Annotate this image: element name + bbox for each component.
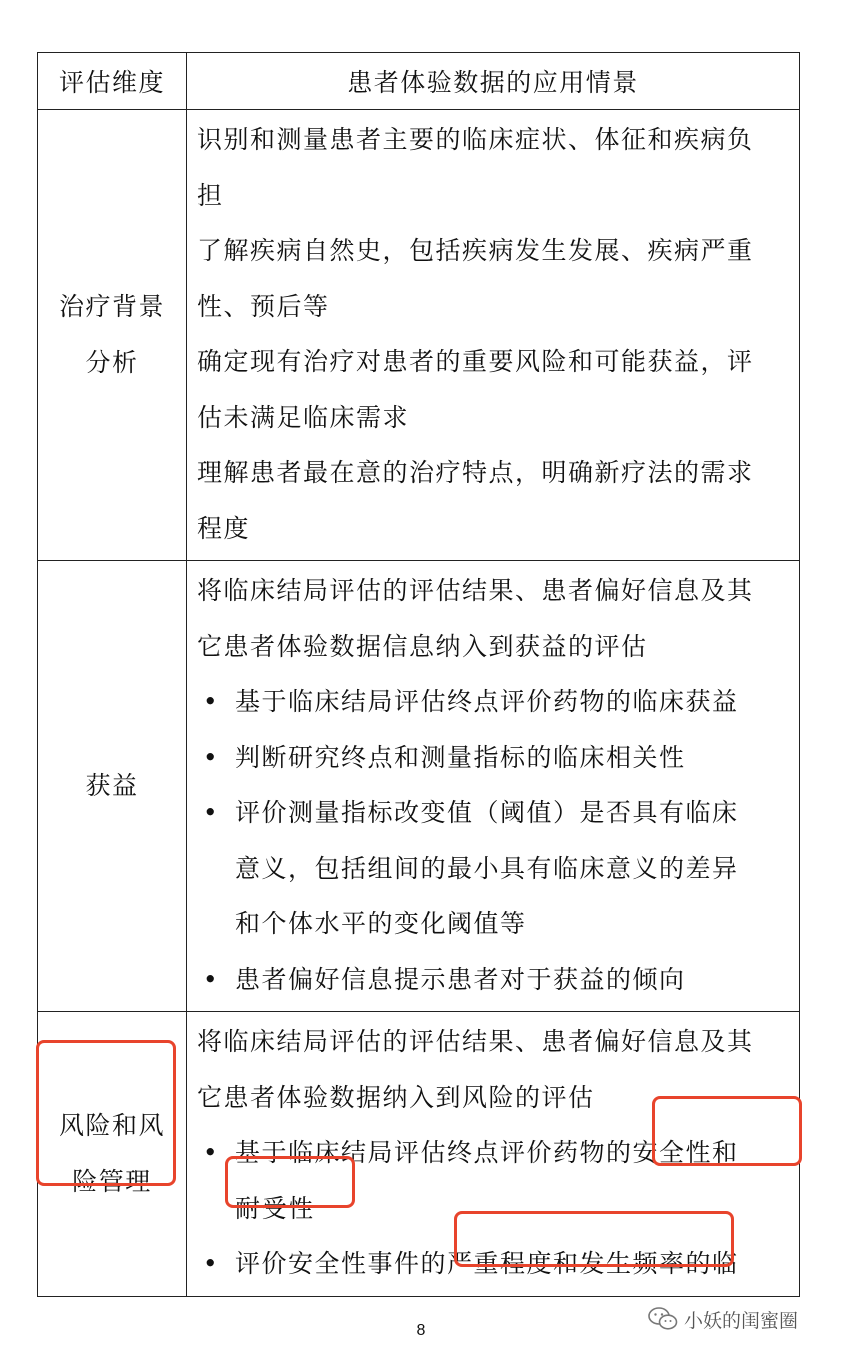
content-line: 程度: [197, 513, 251, 543]
header-scenario: 患者体验数据的应用情景: [187, 53, 800, 110]
bullet-continuation: 耐受性: [235, 1193, 315, 1223]
bullet-text: 评价测量指标改变值（阈值）是否具有临床: [235, 798, 739, 827]
bullet-dot: •: [202, 1138, 220, 1167]
dimension-line: 治疗背景: [58, 292, 165, 321]
table-row: [38, 110, 800, 561]
table-header-row: [38, 53, 800, 110]
bullet-item: [197, 952, 791, 1008]
bullet-text: 判断研究终点和测量指标的临床相关性: [235, 742, 686, 772]
page-number: 8: [416, 1322, 426, 1339]
bullet-dot: •: [202, 798, 220, 827]
content-line: 将临床结局评估的评估结果、患者偏好信息及其: [197, 1027, 754, 1056]
content-line: 识别和测量患者主要的临床症状、体征和疾病负: [197, 125, 754, 154]
dimension-line: 险管理: [72, 1166, 152, 1196]
bullet-continuation: 意义，包括组间的最小具有临床意义的差异: [235, 853, 739, 883]
bullet-text: 基于临床结局评估终点评价药物的安全性和: [235, 1138, 739, 1167]
scenario-cell: [187, 110, 800, 561]
dimension-line: 分析: [85, 348, 139, 377]
highlight-tolerability: [225, 1156, 355, 1208]
highlight-dimension-risk: [36, 1040, 176, 1186]
table-row: [38, 561, 800, 1012]
bullet-item: [197, 785, 791, 841]
bullet-continuation: 和个体水平的变化阈值等: [235, 909, 527, 938]
content-line: 估未满足临床需求: [197, 402, 410, 432]
dimension-cell: [38, 561, 187, 1012]
bullet-dot: •: [202, 1249, 220, 1278]
content-line: 将临床结局评估的评估结果、患者偏好信息及其: [197, 576, 754, 605]
dimension-line: 风险和风: [58, 1110, 165, 1140]
content-line: 它患者体验数据信息纳入到获益的评估: [197, 631, 648, 661]
content-line: 担: [197, 180, 224, 210]
watermark-text: 小妖的闺蜜圈: [684, 1309, 799, 1332]
content-line: 确定现有治疗对患者的重要风险和可能获益，评: [197, 347, 754, 376]
content-line: 了解疾病自然史，包括疾病发生发展、疾病严重: [197, 236, 754, 265]
bullet-dot: •: [202, 687, 220, 716]
content-line: 性、预后等: [197, 291, 330, 321]
scenario-cell: [187, 561, 800, 1012]
bullet-item: [197, 730, 791, 786]
bullet-dot: •: [202, 742, 220, 772]
highlight-safety: [652, 1096, 802, 1166]
content-line: 它患者体验数据纳入到风险的评估: [197, 1082, 595, 1112]
highlight-severity-frequency: [454, 1211, 734, 1267]
bullet-text: 评价安全性事件的严重程度和发生频率的临: [235, 1249, 739, 1278]
header-dimension: 评估维度: [38, 53, 187, 110]
bullet-text: 患者偏好信息提示患者对于获益的倾向: [235, 964, 686, 994]
watermark: [648, 1304, 798, 1334]
bullet-item: [197, 674, 791, 730]
content-line: 理解患者最在意的治疗特点，明确新疗法的需求: [197, 458, 754, 487]
dimension-line: 获益: [85, 771, 139, 800]
bullet-dot: •: [202, 964, 220, 994]
dimension-cell: [38, 110, 187, 561]
bullet-text: 基于临床结局评估终点评价药物的临床获益: [235, 687, 739, 716]
wechat-icon: [648, 1306, 678, 1332]
